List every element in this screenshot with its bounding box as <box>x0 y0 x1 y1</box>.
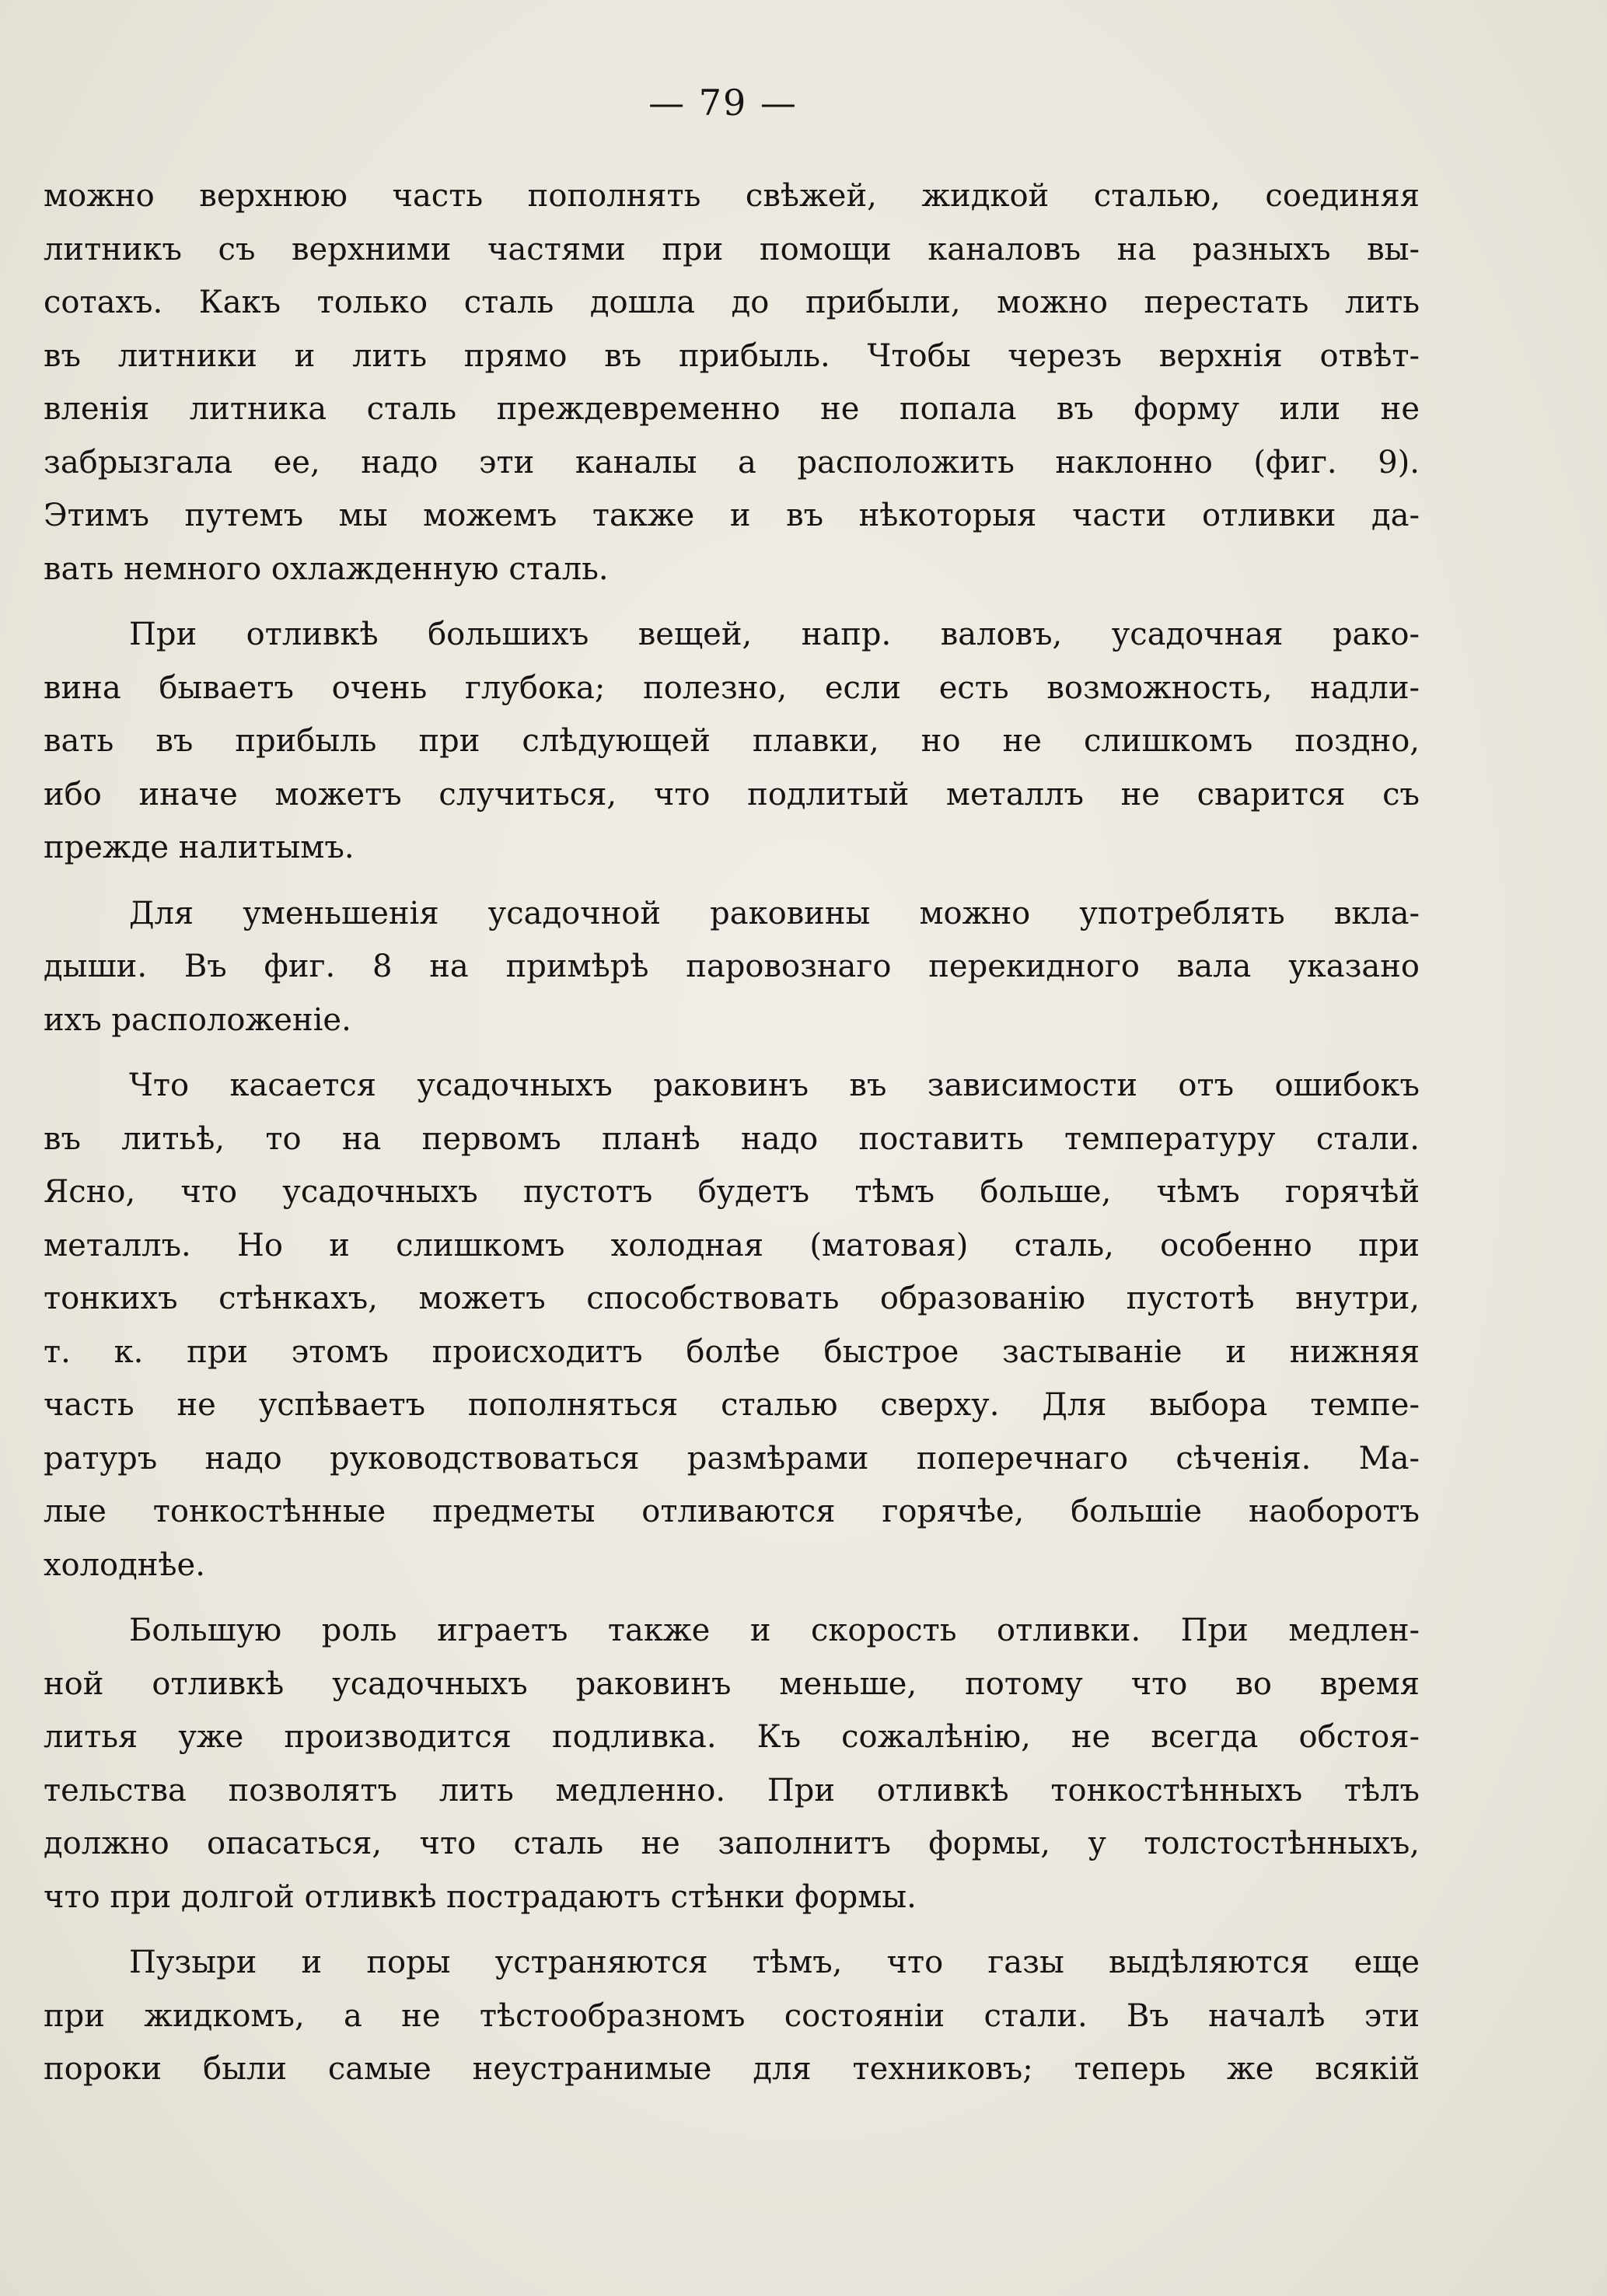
text-line: вленія литника сталь преждевременно не попала въ форму или не <box>44 391 1420 427</box>
text-line: ихъ расположеніе. <box>44 1001 351 1038</box>
text-line: въ литьѣ, то на первомъ планѣ надо поставить температуру стали. <box>44 1120 1420 1157</box>
text-line: Этимъ путемъ мы можемъ также и въ нѣкоторыя части отливки да- <box>44 498 1420 533</box>
text-line: забрызгала ее, надо эти каналы a расположить наклонно (фиг. 9). <box>44 444 1420 481</box>
text-line: дыши. Въ фиг. 8 на примѣрѣ паровознаго перекидного вала указано <box>44 949 1420 984</box>
text-line: прежде налитымъ. <box>44 830 355 865</box>
text-line: металлъ. Но и слишкомъ холодная (матовая) сталь, особенно при <box>44 1227 1420 1263</box>
page-number: — 79 — <box>648 82 798 124</box>
text-line: при жидкомъ, а не тѣстообразномъ состояніи стали. Въ началѣ эти <box>44 1997 1420 2034</box>
text-line: Пузыри и поры устраняются тѣмъ, что газы выдѣляются еще <box>129 1945 1420 1980</box>
paragraph <box>44 169 1420 596</box>
text-line: холоднѣе. <box>44 1546 205 1583</box>
text-line: Что касается усадочныхъ раковинъ въ зависимости отъ ошибокъ <box>129 1068 1420 1103</box>
text-line: сотахъ. Какъ только сталь дошла до прибыли, можно перестать лить <box>44 285 1420 320</box>
text-line: вать немного охлажденную сталь. <box>44 550 609 587</box>
text-line: пороки были самые неустранимые для техниковъ; теперь же всякій <box>44 2051 1420 2087</box>
text-line: т. к. при этомъ происходитъ болѣе быстрое застываніе и нижняя <box>44 1333 1420 1370</box>
paragraph <box>44 608 1420 875</box>
paragraph <box>44 887 1420 1047</box>
text-line: ратуръ надо руководствоваться размѣрами поперечнаго сѣченія. Ма- <box>44 1440 1420 1476</box>
paragraph <box>44 1936 1420 2096</box>
body-text <box>44 169 1420 2109</box>
text-line: въ литники и лить прямо въ прибыль. Чтобы черезъ верхнія отвѣт- <box>44 337 1420 374</box>
text-line: вать въ прибыль при слѣдующей плавки, но не слишкомъ поздно, <box>44 723 1420 759</box>
text-line: тонкихъ стѣнкахъ, можетъ способствовать образованію пустотѣ внутри, <box>44 1281 1420 1316</box>
text-line: При отливкѣ большихъ вещей, напр. валовъ, усадочная рако- <box>129 617 1420 652</box>
text-line: Большую роль играетъ также и скорость отливки. При медлен- <box>129 1613 1420 1648</box>
text-line: литникъ съ верхними частями при помощи каналовъ на разныхъ вы- <box>44 231 1420 267</box>
text-line: тельства позволятъ лить медленно. При отливкѣ тонкостѣнныхъ тѣлъ <box>44 1772 1420 1808</box>
text-line: можно верхнюю часть пополнять свѣжей, жидкой сталью, соединяя <box>44 178 1420 214</box>
paragraph <box>44 1059 1420 1592</box>
paragraph <box>44 1604 1420 1924</box>
text-line: часть не успѣваетъ пополняться сталью сверху. Для выбора темпе- <box>44 1387 1420 1423</box>
text-line: должно опасаться, что сталь не заполнитъ формы, у толстостѣнныхъ, <box>44 1826 1420 1861</box>
text-line: Для уменьшенія усадочной раковины можно употреблять вкла- <box>129 895 1420 931</box>
text-line: литья уже производится подливка. Къ сожалѣнію, не всегда обстоя- <box>44 1719 1420 1755</box>
text-line: что при долгой отливкѣ пострадаютъ стѣнки формы. <box>44 1878 917 1915</box>
text-line: ибо иначе можетъ случиться, что подлитый металлъ не сварится съ <box>44 776 1420 813</box>
text-line: Ясно, что усадочныхъ пустотъ будетъ тѣмъ больше, чѣмъ горячѣй <box>44 1174 1420 1210</box>
text-line: лые тонкостѣнные предметы отливаются горячѣе, большіе наоборотъ <box>44 1494 1420 1529</box>
text-line: вина бываетъ очень глубока; полезно, если есть возможность, надли- <box>44 669 1420 706</box>
text-line: ной отливкѣ усадочныхъ раковинъ меньше, потому что во время <box>44 1665 1420 1702</box>
